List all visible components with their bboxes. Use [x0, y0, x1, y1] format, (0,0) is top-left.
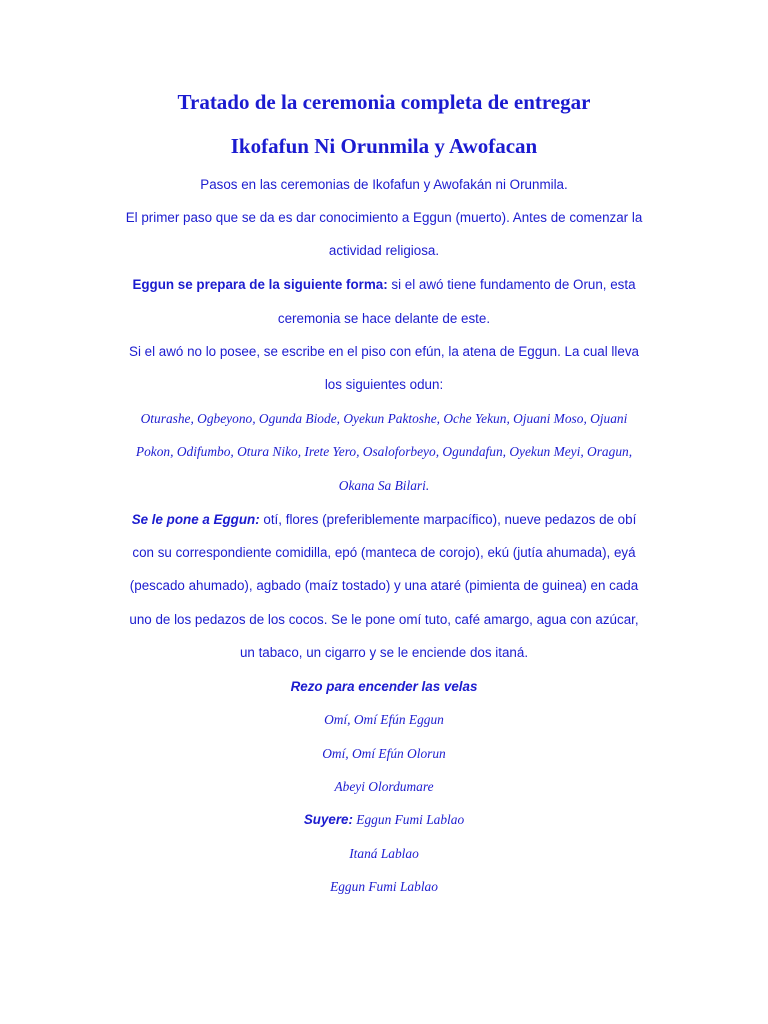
title-line-1: Tratado de la ceremonia completa de entregar [177, 90, 591, 114]
rezo-line-2: Omí, Omí Efún Olorun [322, 746, 446, 761]
paragraph-3-text: si el awó tiene fundamento de Orun, esta [387, 277, 636, 292]
suyere-text-1: Eggun Fumi Lablao [352, 812, 465, 827]
paragraph-4-line-2: los siguientes odun: [324, 377, 444, 392]
paragraph-3-line-1 [0, 276, 768, 294]
odun-list-line-1: Oturashe, Ogbeyono, Ogunda Biode, Oyekun Paktoshe, Oche Yekun, Ojuani Moso, Ojuani [140, 411, 628, 426]
paragraph-5-line-2: con su correspondiente comidilla, epó (manteca de corojo), ekú (jutía ahumada), eyá [132, 545, 636, 560]
title-line-2: Ikofafun Ni Orunmila y Awofacan [230, 134, 538, 158]
suyere-line-3: Eggun Fumi Lablao [330, 879, 438, 894]
paragraph-5-text: otí, flores (preferiblemente marpacífico), nueve pedazos de obí [259, 512, 637, 527]
odun-list-line-3: Okana Sa Bilari. [338, 478, 430, 493]
paragraph-5-line-5: un tabaco, un cigarro y se le enciende dos itaná. [239, 645, 529, 660]
paragraph-3-line-2: ceremonia se hace delante de este. [277, 311, 491, 326]
eggun-preparation-heading: Eggun se prepara de la siguiente forma: [132, 277, 388, 292]
paragraph-5-line-4: uno de los pedazos de los cocos. Se le pone omí tuto, café amargo, agua con azúcar, [129, 612, 639, 627]
paragraph-2-line-2: actividad religiosa. [328, 243, 440, 258]
paragraph-4-line-1: Si el awó no lo posee, se escribe en el piso con efún, la atena de Eggun. La cual lleva [129, 344, 639, 359]
offerings-heading: Se le pone a Eggun: [131, 512, 260, 527]
suyere-line-2: Itaná Lablao [349, 846, 419, 861]
paragraph-5-line-3: (pescado ahumado), agbado (maíz tostado) y una ataré (pimienta de guinea) en cada [129, 578, 639, 593]
paragraph-2-line-1: El primer paso que se da es dar conocimiento a Eggun (muerto). Antes de comenzar la [125, 210, 643, 225]
rezo-line-3: Abeyi Olordumare [334, 779, 434, 794]
rezo-heading: Rezo para encender las velas [290, 679, 478, 694]
odun-list-line-2: Pokon, Odifumbo, Otura Niko, Irete Yero, Osaloforbeyo, Ogundafun, Oyekun Meyi, Oragun, [135, 444, 633, 459]
rezo-line-1: Omí, Omí Efún Eggun [324, 712, 444, 727]
suyere-line-1 [0, 811, 768, 829]
intro-paragraph: Pasos en las ceremonias de Ikofafun y Awofakán ni Orunmila. [200, 177, 568, 192]
paragraph-5-line-1 [0, 511, 768, 529]
suyere-label: Suyere: [303, 812, 353, 827]
